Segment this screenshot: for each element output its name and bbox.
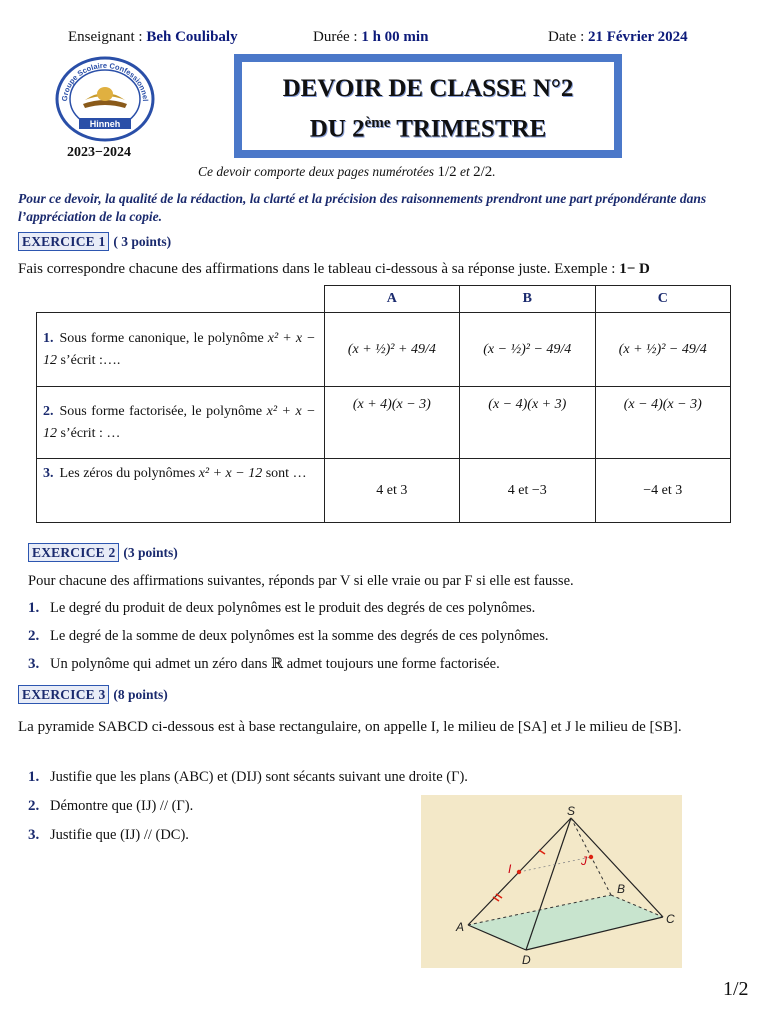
teacher-value: Beh Coulibaly	[146, 29, 238, 45]
label-j: J	[581, 854, 587, 868]
list-item: 1. Le degré du produit de deux polynômes est le produit des degrés de ces polynômes.	[28, 600, 536, 616]
exercise-3-instruction: La pyramide SABCD ci-dessous est à base rectangulaire, on appelle I, le milieu de [SA] et J le milieu de [SB].	[18, 719, 682, 735]
exercise-points: (8 points)	[113, 687, 168, 702]
exercise-badge: EXERCICE 2	[28, 543, 119, 562]
list-item: 2. Le degré de la somme de deux polynômes est la somme des degrés de ces polynômes.	[28, 628, 549, 644]
list-item: 1. Justifie que les plans (ABC) et (DIJ) sont sécants suivant une droite (Γ).	[28, 769, 468, 785]
label-a: A	[456, 920, 465, 934]
label-d: D	[522, 953, 531, 967]
label-b: B	[617, 882, 626, 896]
pyramid-figure	[421, 795, 682, 968]
answer-cell-b: 4 et −3	[460, 459, 595, 523]
answer-cell-b: (x − 4)(x + 3)	[460, 387, 595, 459]
exercise-points: ( 3 points)	[113, 234, 172, 249]
teacher-label: Enseignant :	[68, 29, 143, 45]
question-cell: 1. Sous forme canonique, le polynôme x² + x − 12 s’écrit :….	[37, 313, 325, 387]
exercise-2-heading	[28, 543, 178, 562]
label-s: S	[567, 804, 576, 818]
list-item: 3. Un polynôme qui admet un zéro dans ℝ admet toujours une forme factorisée.	[28, 656, 500, 672]
duration-value: 1 h 00 min	[361, 29, 429, 45]
col-header-a: A	[324, 286, 459, 313]
answer-cell-a: (x + ½)² + 49/4	[324, 313, 459, 387]
date-value: 21 Février 2024	[587, 29, 688, 45]
page-note: Ce devoir comporte deux pages numérotées 1/2 et 2/2.	[198, 164, 496, 180]
question-cell: 3. Les zéros du polynômes x² + x − 12 sont …	[37, 459, 325, 523]
title-box	[234, 54, 622, 158]
table-row	[37, 387, 731, 459]
exercise-2-instruction: Pour chacune des affirmations suivantes, réponds par V si elle vraie ou par F si elle est fausse.	[28, 573, 574, 589]
exercise-points: (3 points)	[123, 545, 178, 560]
answer-cell-c: (x − 4)(x − 3)	[595, 387, 730, 459]
page-number: 1/2	[723, 978, 749, 1000]
school-years: 2023−2024	[67, 145, 131, 160]
exercise-1-heading	[18, 232, 171, 251]
date-label: Date :	[548, 29, 585, 45]
list-item: 3. Justifie que (IJ) // (DC).	[28, 827, 189, 843]
duration-label: Durée :	[313, 29, 358, 45]
answer-cell-c: (x + ½)² − 49/4	[595, 313, 730, 387]
label-c: C	[666, 912, 675, 926]
answer-cell-a: 4 et 3	[324, 459, 459, 523]
example-answer: 1− D	[619, 261, 650, 277]
table-row	[37, 459, 731, 523]
answer-cell-b: (x − ½)² − 49/4	[460, 313, 595, 387]
label-i: I	[508, 862, 512, 876]
exercise-1-instruction: Fais correspondre chacune des affirmations dans le tableau ci-dessous à sa réponse juste. Exemple : 1− D	[18, 261, 650, 277]
answer-cell-a: (x + 4)(x − 3)	[324, 387, 459, 459]
school-logo-icon	[55, 56, 155, 142]
question-cell: 2. Sous forme factorisée, le polynôme x² + x − 12 s’écrit : …	[37, 387, 325, 459]
col-header-b: B	[460, 286, 595, 313]
col-header-c: C	[595, 286, 730, 313]
table-row	[37, 313, 731, 387]
list-item: 2. Démontre que (IJ) // (Γ).	[28, 798, 194, 814]
exercise-badge: EXERCICE 1	[18, 232, 109, 251]
exercise-2-list	[28, 600, 728, 684]
date-field	[548, 29, 688, 46]
exercise-badge: EXERCICE 3	[18, 685, 109, 704]
logo-banner-text: Hinneh	[89, 119, 121, 129]
logo-ring-text: Groupe Scolaire Confessionnel	[59, 60, 151, 102]
title-line-2: DU 2ème TRIMESTRE	[309, 115, 547, 143]
answer-cell-c: −4 et 3	[595, 459, 730, 523]
exercise-1-table	[36, 285, 731, 523]
teacher-field	[68, 29, 238, 46]
exercise-3-heading	[18, 685, 168, 704]
intro-text: Pour ce devoir, la qualité de la rédaction, la clarté et la précision des raisonnements prendront une part prépondérante dans l’appréciation de la copie.	[18, 191, 707, 224]
duration-field	[313, 29, 428, 46]
title-line-1: DEVOIR DE CLASSE N°2	[282, 75, 574, 102]
